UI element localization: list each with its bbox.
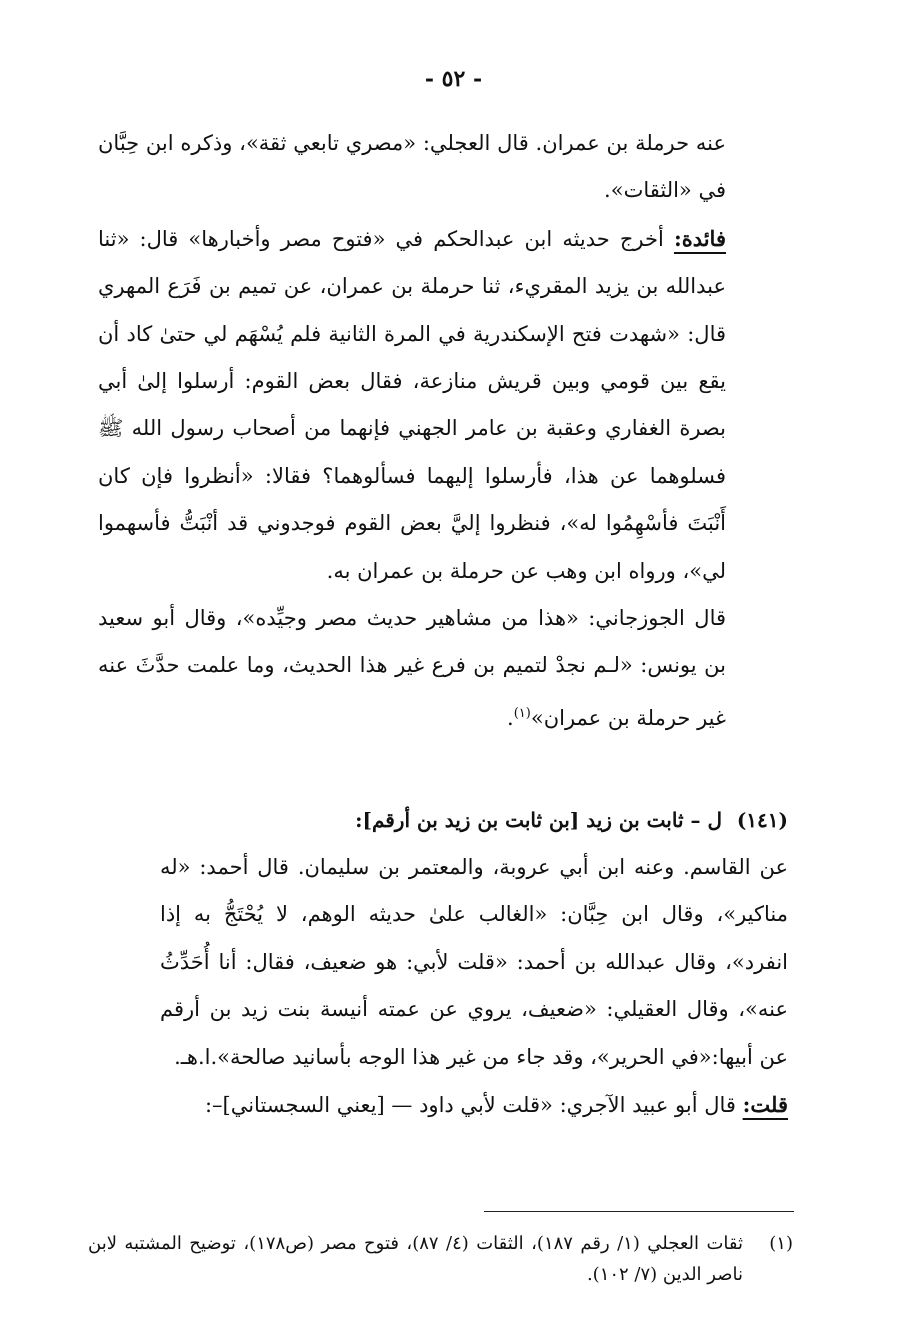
entry-text: عن القاسم. وعنه ابن أبي عروبة، والمعتمر بن سليمان. قال أحمد: «له مناكير»، وقال ابن حِبَّان: «الغالب علىٰ حديثه الوهم، لا يُحْتَجُّ به إذا انفرد»، وقال عبدالله بن أحمد: «قلت لأبي: هو ضعيف، فقال: أنا أُحَدِّثُ عنه»، وقال العقيلي: «ضعيف، يروي عن عمته أنيسة بنت زيد بن أرقم عن أبيها:«في الحرير»، وقد جاء من غير هذا الوجه بأسانيد صالحة».ا.هـ. [160, 855, 788, 1069]
faida-text: أخرج حديثه ابن عبدالحكم في «فتوح مصر وأخبارها» قال: «ثنا عبدالله بن يزيد المقريء، ثنا حرملة بن عمران، عن تميم بن فَرَع المهري قال: «شهدت فتح الإسكندرية في المرة الثانية فلم يُسْهَم لي حتىٰ كاد أن يقع بين قومي وبين قريش منازعة، فقال بعض القوم: أرسلوا إلىٰ أبي بصرة الغفاري وعقبة بن عامر الجهني فإنهما من أصحاب رسول الله ﷺ فسلوهما عن هذا، فأرسلوا إليهما فسألوهما؟ فقالا: «أنظروا فإن كان أَنْبَتَ فأسْهِمُوا له»، فنظروا إليَّ بعض القوم فوجدوني قد أنْبَتُّ فأسهموا لي»، ورواه ابن وهب عن حرملة بن عمران به. [98, 226, 726, 583]
footnote-text: ثقات العجلي (١/ رقم ١٨٧)، الثقات (٤/ ٨٧)، فتوح مصر (ص١٧٨)، توضيح المشتبه لابن ناصر الدين (٧/ ١٠٢). [88, 1233, 743, 1285]
jawzajani-text: قال الجوزجاني: «هذا من مشاهير حديث مصر وجيِّده»، وقال أبو سعيد بن يونس: «لـم نجدْ لتميم بن فرع غير هذا الحديث، وما علمت حدَّثَ عنه غير حرملة بن عمران» [98, 606, 726, 730]
footnote-number: (١) [769, 1233, 793, 1254]
faida-label: فائدة: [673, 225, 726, 251]
paragraph-jawzajani [98, 595, 726, 742]
footnotes [88, 1228, 793, 1290]
paragraph-faida [98, 215, 726, 595]
footnote-divider [484, 1211, 794, 1212]
entry-last-line [160, 1081, 788, 1129]
jawzajani-end: . [507, 705, 514, 730]
footnote-ref: (١) [513, 705, 531, 721]
entry-title: ل – ثابت بن زيد [بن ثابت بن زيد بن أرقم]: [355, 808, 722, 832]
entry-body [160, 844, 788, 1129]
main-text [98, 120, 726, 742]
biography-entry [98, 800, 788, 1129]
page-number: - ٥٢ - [424, 66, 483, 92]
footnote [88, 1228, 793, 1290]
qultu-label: قلت: [742, 1092, 788, 1118]
paragraph-intro: عنه حرملة بن عمران. قال العجلي: «مصري تابعي ثقة»، وذكره ابن حِبَّان في «الثقات». [98, 131, 726, 203]
entry-heading [98, 800, 788, 840]
entry-number: (١٤١) [736, 808, 788, 832]
qultu-text: قال أبو عبيد الآجري: «قلت لأبي داود — [يعني السجستاني]–: [204, 1093, 743, 1118]
